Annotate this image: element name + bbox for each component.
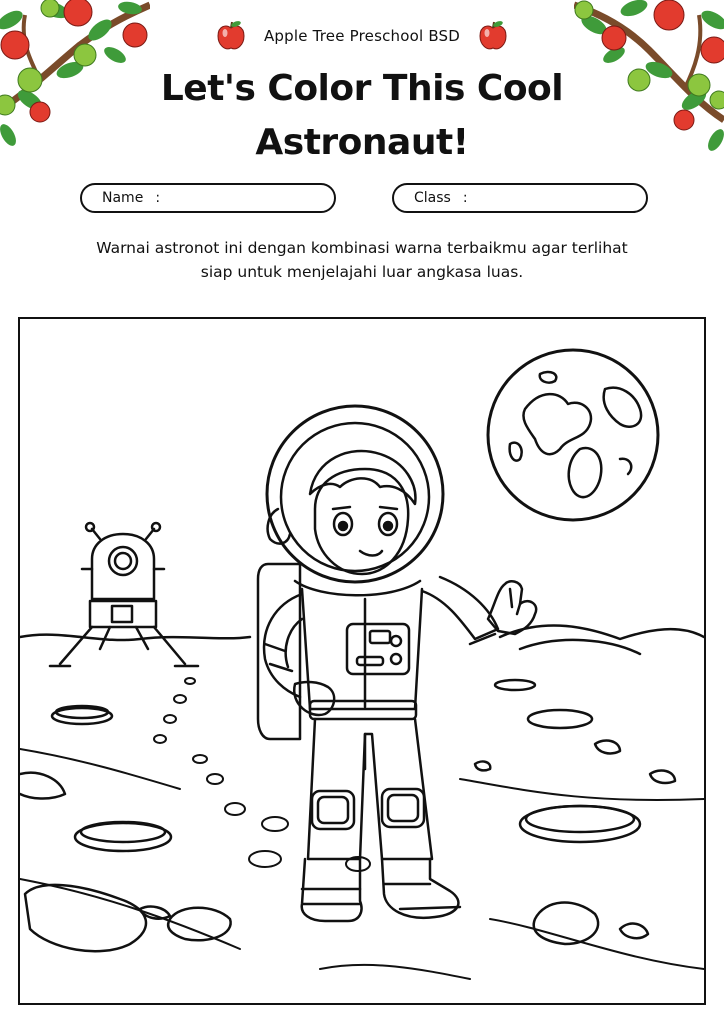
page-title	[0, 62, 724, 170]
instruction-text	[40, 236, 684, 284]
coloring-frame	[18, 317, 706, 1005]
class-colon: :	[462, 190, 468, 206]
title-line-1: Let's Color This Cool	[160, 68, 564, 109]
lunar-lander	[50, 523, 198, 666]
school-header	[0, 20, 724, 52]
astronaut-drawing	[258, 406, 536, 921]
name-label: Name	[102, 190, 144, 206]
footprints	[154, 678, 370, 871]
earth-drawing	[488, 350, 658, 520]
instruction-line-2: siap untuk menjelajahi luar angkasa luas.	[200, 263, 524, 281]
name-field[interactable]	[80, 183, 336, 213]
rocks	[20, 740, 675, 951]
craters	[52, 680, 640, 851]
instruction-line-1: Warnai astronot ini dengan kombinasi warna terbaikmu agar terlihat	[96, 239, 628, 257]
apple-icon	[216, 20, 246, 52]
school-name: Apple Tree Preschool BSD	[263, 27, 461, 45]
title-line-2: Astronaut!	[255, 122, 469, 163]
astronaut-coloring-illustration	[20, 319, 704, 1003]
name-colon: :	[155, 190, 161, 206]
apple-icon	[478, 20, 508, 52]
class-label: Class	[414, 190, 451, 206]
moon-hills	[20, 625, 704, 654]
class-field[interactable]	[392, 183, 648, 213]
